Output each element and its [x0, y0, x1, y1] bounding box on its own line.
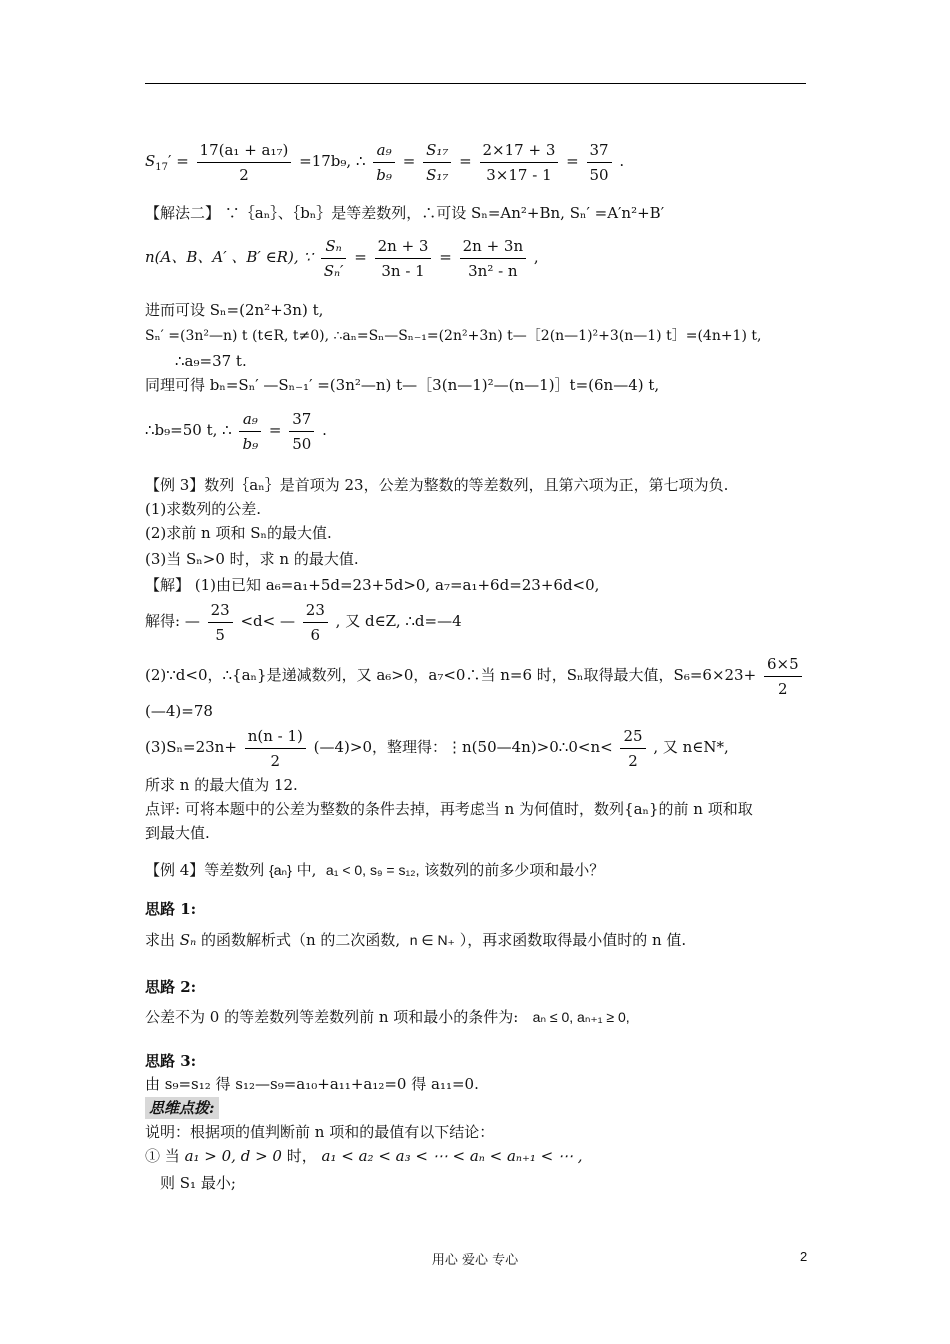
tip-heading: 思维点拨: [145, 1097, 219, 1119]
conclusion-1: ① 当 a₁ > 0, d > 0 时， a₁ < a₂ < a₃ < ⋯ < aₙ < aₙ₊₁ < ⋯ , [145, 1147, 583, 1165]
fraction: $\frac{25}{2}$ [620, 726, 645, 771]
page-number: 2 [800, 1249, 808, 1264]
example4-title: 【例 4】等差数列 {aₙ} 中, a₁ < 0, s₉ = s₁₂, 该数列的前多少项和最小？ [145, 861, 605, 879]
method2-line6: 同理可得 bₙ=Sₙ′ —Sₙ₋₁′ =(3n²—n) t—［3(n—1)²—(n—1)］t=(6n—4) t, [145, 376, 660, 394]
hint1-text: 求出 Sₙ 的函数解析式（n 的二次函数, n ∈ N₊ ），再求函数取得最小值时的 n 值. [145, 931, 687, 949]
example3-review-2: 到最大值. [145, 824, 210, 842]
example3-review-1: 点评: 可将本题中的公差为整数的条件去掉，再考虑当 n 为何值时，数列{aₙ}的前 n 项和取 [145, 800, 753, 818]
header-rule [145, 83, 806, 84]
method2-line2: n(A、B、A′ 、B′ ∈R), ∵ $\frac{\text{Sₙ}}{\text{Sₙ′}}$ = $\frac{2n + 3}{3n - 1}$ = $\frac{2n + 3n}{\text{3n² - n}}$ , [145, 236, 539, 280]
formula-s17: $S_{17}'$ = $\frac{\text{17(a₁ + a₁₇)}}{2}$ =17b₉, ∴ $\frac{\text{a₉}}{\text{b₉}}$ = $\frac{\text{S₁₇}}{\text{S₁₇}}$ = $\frac{2\times 17 + 3}{3\times 17 - 1}$ = $\frac{37}{50}$ . [145, 140, 625, 184]
fraction: $\frac{\text{a₉}}{\text{b₉}}$ [239, 409, 261, 454]
hint3-heading: 思路 3: [145, 1052, 197, 1070]
fraction: $\frac{\text{17(a₁ + a₁₇)}}{2}$ [197, 140, 292, 185]
fraction: $\frac{6\times 5}{2}$ [764, 654, 802, 699]
fraction: $\frac{23}{5}$ [208, 600, 233, 645]
example3-sol1: 【解】 (1)由已知 a₆=a₁+5d=23+5d>0, a₇=a₁+6d=23+6d<0, [145, 576, 600, 594]
example3-sol6: 所求 n 的最大值为 12. [145, 776, 298, 794]
fraction: $\frac{37}{50}$ [289, 409, 314, 454]
fraction: $\frac{23}{6}$ [303, 600, 328, 645]
fraction: $\frac{\text{S₁₇}}{\text{S₁₇}}$ [423, 140, 451, 185]
method2-line7: ∴b₉=50 t, ∴ $\frac{\text{a₉}}{\text{b₉}}$ = $\frac{37}{50}$ . [145, 409, 327, 453]
example3-q1: (1)求数列的公差. [145, 500, 262, 518]
fraction: $\frac{2n + 3n}{\text{3n² - n}}$ [460, 236, 527, 281]
hint3-text: 由 s₉=s₁₂ 得 s₁₂—s₉=a₁₀+a₁₁+a₁₂=0 得 a₁₁=0. [145, 1075, 479, 1093]
fraction: $\frac{2n + 3}{3n - 1}$ [375, 236, 432, 281]
fraction: $\frac{\text{Sₙ}}{\text{Sₙ′}}$ [321, 236, 347, 281]
hint2-text: 公差不为 0 的等差数列等差数列前 n 项和最小的条件为: aₙ ≤ 0, aₙ₊₁ ≥ 0, [145, 1008, 630, 1026]
hint1-heading: 思路 1: [145, 900, 197, 918]
conclusion-1-result: 则 S₁ 最小; [160, 1174, 236, 1192]
example3-sol2: 解得: — $\frac{23}{5}$ <d< — $\frac{23}{6}$ , 又 d∈Z, ∴d=—4 [145, 600, 462, 644]
method2-line5: ∴a₉=37 t. [175, 352, 247, 370]
method2-line4: Sₙ′ =(3n²—n) t (t∈R, t≠0), ∴aₙ=Sₙ—Sₙ₋₁=(2n²+3n) t—［2(n—1)²+3(n—1) t］=(4n+1) t, [145, 328, 762, 344]
example3-sol4: (—4)=78 [145, 702, 213, 720]
note-text: 说明：根据项的值判断前 n 项和的最值有以下结论： [145, 1123, 495, 1141]
example3-q2: (2)求前 n 项和 Sₙ的最大值. [145, 524, 332, 542]
example3-sol5: (3)Sₙ=23n+ $\frac{n(n - 1)}{2}$ (—4)>0，整理得：⋮n(50—4n)>0∴0<n< $\frac{25}{2}$ , 又 n∈N*, [145, 726, 729, 770]
method2-line3: 进而可设 Sₙ=(2n²+3n) t, [145, 301, 324, 319]
hint2-heading: 思路 2: [145, 978, 197, 996]
footer-text: 用心 爱心 专心 [431, 1253, 519, 1268]
fraction: $\frac{n(n - 1)}{2}$ [245, 726, 306, 771]
fraction: $\frac{\text{a₉}}{\text{b₉}}$ [373, 140, 395, 185]
method2-line1: 【解法二】 ∵｛aₙ｝、｛bₙ｝是等差数列，∴可设 Sₙ=An²+Bn, Sₙ′ =A′n²+B′ [145, 204, 665, 222]
fraction: $\frac{37}{50}$ [587, 140, 612, 185]
fraction: $\frac{2\times 17 + 3}{3\times 17 - 1}$ [480, 140, 559, 185]
example3-sol3: (2)∵d<0，∴{aₙ}是递减数列，又 a₆>0，a₇<0∴当 n=6 时，Sₙ取得最大值，S₆=6×23+ $\frac{6\times 5}{2}$ [145, 650, 805, 700]
example3-q3: (3)当 Sₙ>0 时，求 n 的最大值. [145, 550, 359, 568]
example3-title: 【例 3】数列｛aₙ｝是首项为 23，公差为整数的等差数列，且第六项为正，第七项为负. [145, 476, 729, 494]
